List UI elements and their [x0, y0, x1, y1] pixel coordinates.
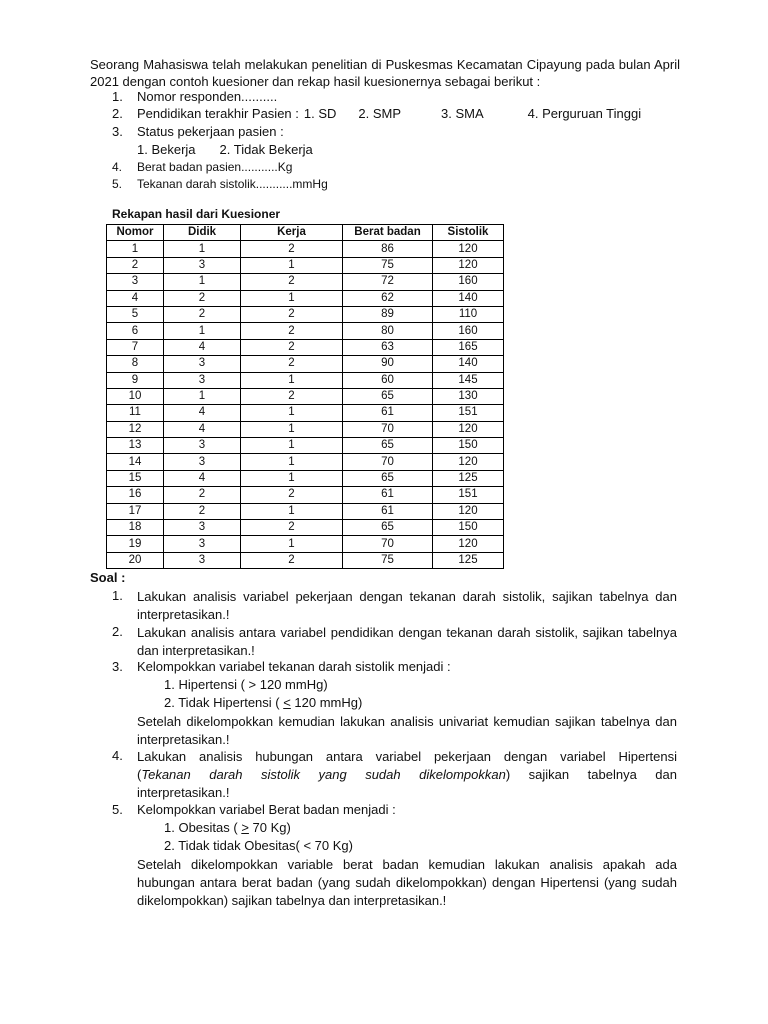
table-cell: 1	[241, 438, 343, 454]
table-cell: 2	[241, 520, 343, 536]
soal3-number: 3.	[112, 659, 123, 674]
table-cell: 72	[343, 274, 433, 290]
table-cell: 10	[107, 388, 164, 404]
table-row	[107, 438, 504, 454]
table-cell: 15	[107, 470, 164, 486]
table-cell: 61	[343, 487, 433, 503]
table-cell: 4	[107, 290, 164, 306]
table-cell: 2	[164, 487, 241, 503]
table-row	[107, 356, 504, 372]
table-cell: 165	[433, 339, 504, 355]
table-cell: 1	[241, 421, 343, 437]
table-cell: 2	[241, 323, 343, 339]
table-cell: 2	[107, 257, 164, 273]
table-cell: 151	[433, 487, 504, 503]
q3-number: 3.	[112, 124, 123, 139]
soal1-number: 1.	[112, 588, 123, 603]
table-cell: 2	[241, 241, 343, 257]
table-row	[107, 520, 504, 536]
q1-number: 1.	[112, 89, 123, 104]
table-row	[107, 503, 504, 519]
table-cell: 2	[164, 306, 241, 322]
soal5-text: Kelompokkan variabel Berat badan menjadi :	[137, 802, 396, 817]
table-cell: 1	[164, 241, 241, 257]
table-row	[107, 290, 504, 306]
table-cell: 140	[433, 356, 504, 372]
column-header: Sistolik	[433, 225, 504, 241]
table-cell: 160	[433, 323, 504, 339]
table-row	[107, 552, 504, 568]
table-cell: 2	[241, 274, 343, 290]
table-cell: 17	[107, 503, 164, 519]
soal3-note: Setelah dikelompokkan kemudian lakukan analisis univariat kemudian sajikan tabelnya dan interpretasikan.!	[137, 714, 677, 747]
table-cell: 1	[241, 503, 343, 519]
table-row	[107, 257, 504, 273]
table-cell: 2	[241, 552, 343, 568]
table-cell: 90	[343, 356, 433, 372]
table-cell: 4	[164, 339, 241, 355]
table-cell: 125	[433, 470, 504, 486]
soal4-number: 4.	[112, 748, 123, 763]
table-cell: 75	[343, 257, 433, 273]
table-row	[107, 339, 504, 355]
table-cell: 20	[107, 552, 164, 568]
table-cell: 3	[164, 257, 241, 273]
table-cell: 8	[107, 356, 164, 372]
table-cell: 1	[164, 388, 241, 404]
soal2-text: Lakukan analisis antara variabel pendidikan dengan tekanan darah sistolik, sajikan tabelnya dan interpretasikan.!	[137, 625, 677, 658]
q5-text: Tekanan darah sistolik...........mmHg	[137, 177, 328, 191]
soal3-sub1: 1. Hipertensi ( > 120 mmHg)	[164, 677, 328, 692]
q4-number: 4.	[112, 160, 123, 174]
table-cell: 18	[107, 520, 164, 536]
table-cell: 120	[433, 503, 504, 519]
table-cell: 14	[107, 454, 164, 470]
table-cell: 1	[241, 290, 343, 306]
soal2-number: 2.	[112, 624, 123, 639]
table-cell: 145	[433, 372, 504, 388]
table-cell: 3	[164, 520, 241, 536]
table-cell: 150	[433, 520, 504, 536]
table-row	[107, 487, 504, 503]
table-cell: 3	[164, 356, 241, 372]
table-cell: 2	[164, 290, 241, 306]
soal5-note: Setelah dikelompokkan variable berat badan kemudian lakukan analisis apakah ada hubungan antara berat badan (yang sudah dikelompokkan) dengan Hipertensi (yang sudah dikelompokkan) sajikan tabelnya dan interpretasikan.!	[137, 857, 677, 908]
table-cell: 65	[343, 470, 433, 486]
table-cell: 11	[107, 405, 164, 421]
table-cell: 2	[164, 503, 241, 519]
q3-options: 1. Bekerja 2. Tidak Bekerja	[137, 142, 313, 157]
soal4-line3: interpretasikan.!	[137, 785, 230, 800]
table-cell: 1	[164, 274, 241, 290]
q2-text: Pendidikan terakhir Pasien : 1. SD 2. SMP 3. SMA 4. Perguruan Tinggi	[137, 106, 642, 121]
table-cell: 19	[107, 536, 164, 552]
soal5-sub1: 1. Obesitas ( > 70 Kg)	[164, 820, 291, 835]
table-cell: 3	[164, 454, 241, 470]
table-cell: 120	[433, 536, 504, 552]
table-cell: 12	[107, 421, 164, 437]
table-row	[107, 454, 504, 470]
table-cell: 120	[433, 421, 504, 437]
soal1-text: Lakukan analisis variabel pekerjaan dengan tekanan darah sistolik, sajikan tabelnya dan interpretasikan.!	[137, 589, 677, 622]
table-title: Rekapan hasil dari Kuesioner	[112, 207, 281, 221]
table-cell: 80	[343, 323, 433, 339]
table-header-row	[107, 225, 504, 241]
table-row	[107, 323, 504, 339]
table-cell: 2	[241, 356, 343, 372]
table-row	[107, 306, 504, 322]
table-cell: 9	[107, 372, 164, 388]
table-cell: 65	[343, 520, 433, 536]
table-cell: 3	[164, 552, 241, 568]
table-cell: 1	[241, 257, 343, 273]
table-cell: 65	[343, 438, 433, 454]
table-cell: 2	[241, 339, 343, 355]
table-cell: 120	[433, 257, 504, 273]
soal5-number: 5.	[112, 802, 123, 817]
column-header: Berat badan	[343, 225, 433, 241]
table-cell: 160	[433, 274, 504, 290]
table-cell: 4	[164, 470, 241, 486]
table-cell: 75	[343, 552, 433, 568]
table-cell: 4	[164, 405, 241, 421]
table-cell: 4	[164, 421, 241, 437]
table-cell: 1	[241, 372, 343, 388]
table-row	[107, 388, 504, 404]
table-cell: 16	[107, 487, 164, 503]
table-cell: 60	[343, 372, 433, 388]
table-cell: 7	[107, 339, 164, 355]
table-cell: 63	[343, 339, 433, 355]
table-cell: 1	[241, 454, 343, 470]
table-cell: 70	[343, 454, 433, 470]
soal3-sub2: 2. Tidak Hipertensi ( < 120 mmHg)	[164, 695, 363, 710]
q1-text: Nomor responden..........	[137, 89, 278, 104]
table-cell: 3	[164, 372, 241, 388]
q4-text: Berat badan pasien...........Kg	[137, 160, 293, 174]
table-row	[107, 536, 504, 552]
table-cell: 1	[241, 536, 343, 552]
rekap-table	[106, 224, 504, 569]
table-cell: 61	[343, 405, 433, 421]
table-cell: 1	[164, 323, 241, 339]
table-cell: 13	[107, 438, 164, 454]
soal-heading: Soal :	[90, 570, 126, 585]
table-cell: 120	[433, 454, 504, 470]
table-cell: 61	[343, 503, 433, 519]
table-cell: 1	[241, 405, 343, 421]
table-cell: 70	[343, 536, 433, 552]
table-row	[107, 405, 504, 421]
table-row	[107, 274, 504, 290]
table-cell: 86	[343, 241, 433, 257]
table-cell: 150	[433, 438, 504, 454]
soal3-text: Kelompokkan variabel tekanan darah sistolik menjadi :	[137, 659, 451, 674]
column-header: Kerja	[241, 225, 343, 241]
table-cell: 1	[107, 241, 164, 257]
table-row	[107, 372, 504, 388]
table-cell: 89	[343, 306, 433, 322]
table-row	[107, 421, 504, 437]
q3-text: Status pekerjaan pasien :	[137, 124, 284, 139]
table-cell: 151	[433, 405, 504, 421]
table-cell: 1	[241, 470, 343, 486]
table-cell: 2	[241, 487, 343, 503]
table-cell: 3	[107, 274, 164, 290]
q5-number: 5.	[112, 177, 123, 191]
column-header: Nomor	[107, 225, 164, 241]
table-cell: 140	[433, 290, 504, 306]
table-cell: 70	[343, 421, 433, 437]
table-cell: 110	[433, 306, 504, 322]
table-cell: 130	[433, 388, 504, 404]
soal4-line2: (Tekanan darah sistolik yang sudah dikelompokkan) sajikan tabelnya dan	[137, 767, 677, 782]
table-row	[107, 241, 504, 257]
table-cell: 2	[241, 388, 343, 404]
table-cell: 3	[164, 536, 241, 552]
q2-number: 2.	[112, 106, 123, 121]
soal4-line1: Lakukan analisis hubungan antara variabel pekerjaan dengan variabel Hipertensi	[137, 749, 677, 764]
table-cell: 125	[433, 552, 504, 568]
intro-paragraph: Seorang Mahasiswa telah melakukan penelitian di Puskesmas Kecamatan Cipayung pada bulan April 2021 dengan contoh kuesioner dan rekap hasil kuesionernya sebagai berikut :	[90, 57, 680, 89]
table-row	[107, 470, 504, 486]
table-cell: 120	[433, 241, 504, 257]
table-cell: 62	[343, 290, 433, 306]
table-body	[107, 241, 504, 569]
column-header: Didik	[164, 225, 241, 241]
soal5-sub2: 2. Tidak tidak Obesitas( < 70 Kg)	[164, 838, 353, 853]
table-cell: 2	[241, 306, 343, 322]
table-cell: 65	[343, 388, 433, 404]
table-cell: 6	[107, 323, 164, 339]
table-cell: 5	[107, 306, 164, 322]
table-cell: 3	[164, 438, 241, 454]
